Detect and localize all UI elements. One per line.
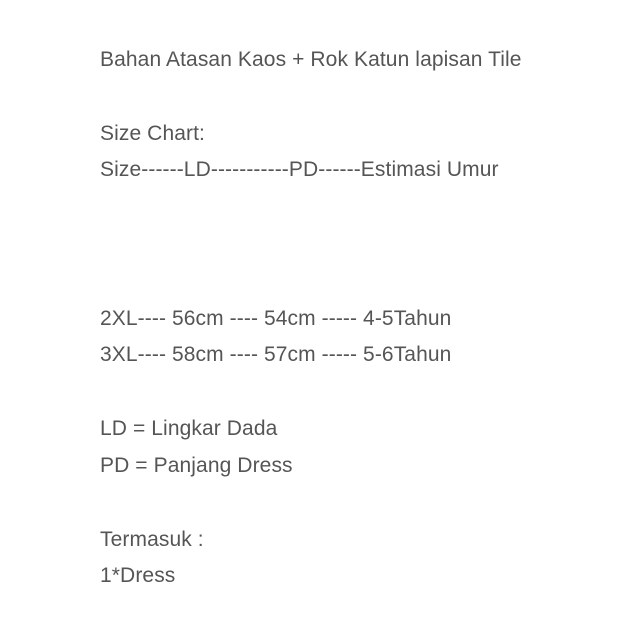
size-row-2xl: 2XL---- 56cm ---- 54cm ----- 4-5Tahun xyxy=(100,307,452,330)
includes-item: 1*Dress xyxy=(100,564,176,587)
size-chart-heading: Size Chart: xyxy=(100,122,205,145)
material-description: Bahan Atasan Kaos + Rok Katun lapisan Tile xyxy=(100,48,522,71)
size-chart-header-row: Size------LD-----------PD------Estimasi Umur xyxy=(100,158,499,181)
legend-ld: LD = Lingkar Dada xyxy=(100,417,278,440)
includes-heading: Termasuk : xyxy=(100,528,204,551)
size-row-3xl: 3XL---- 58cm ---- 57cm ----- 5-6Tahun xyxy=(100,343,452,366)
legend-pd: PD = Panjang Dress xyxy=(100,454,293,477)
